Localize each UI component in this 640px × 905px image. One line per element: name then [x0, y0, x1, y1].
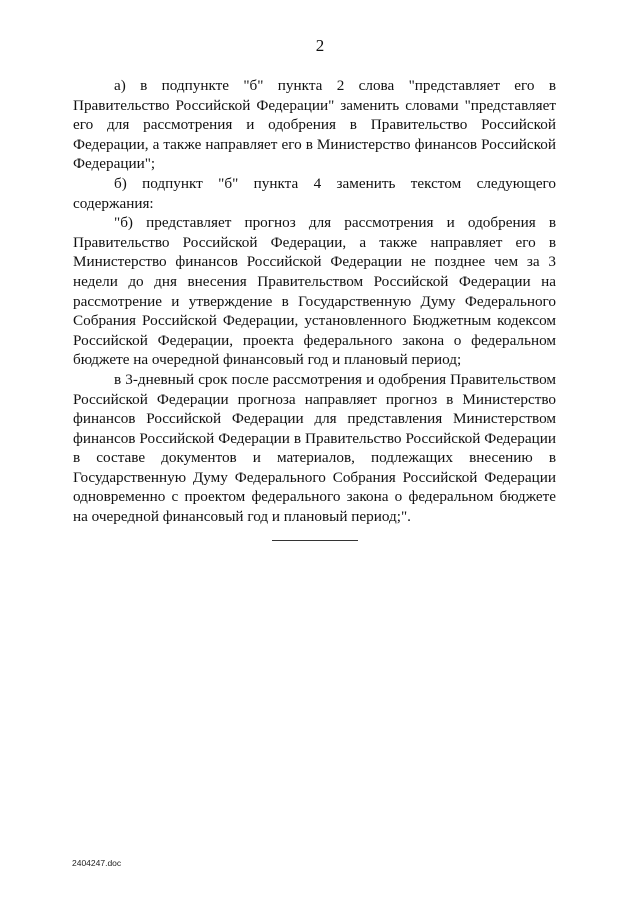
paragraph-three-day-term: в 3-дневный срок после рассмотрения и одобрения Правительством Российской Федерации прогноза направляет прогноз в Министерство финансов Российской Федерации для представления Министерством финансов Российской Федерации в Правительство Российской Федерации в составе документов и материалов, подлежащих внесению в Государственную Думу Федерального Собрания Российской Федерации одновременно с проектом федерального закона о федеральном бюджете на очередной финансовый год и плановый период;".: [73, 370, 556, 526]
document-body: [73, 76, 556, 527]
paragraph-amendment-b: б) подпункт "б" пункта 4 заменить текстом следующего содержания:: [73, 174, 556, 212]
paragraph-quoted-subpoint-b: "б) представляет прогноз для рассмотрения и одобрения в Правительство Российской Федерации, а также направляет его в Министерство финансов Российской Федерации не позднее чем за 3 недели до дня внесения Правительством Российской Федерации на рассмотрение и утверждение в Государственную Думу Федерального Собрания Российской Федерации, установленного Бюджетным кодексом Российской Федерации, проекта федерального закона о федеральном бюджете на очередной финансовый год и плановый период;: [73, 214, 556, 369]
paragraph-amendment-a: а) в подпункте "б" пункта 2 слова "представляет его в Правительство Российской Федерации" заменить словами "представляет его для рассмотрения и одобрения в Правительство Российской Федерации, а также направляет его в Министерство финансов Российской Федерации";: [73, 77, 556, 173]
end-separator-line: [272, 540, 358, 541]
page-number: 2: [315, 36, 325, 55]
footer-file-name: 2404247.doc: [72, 858, 122, 868]
